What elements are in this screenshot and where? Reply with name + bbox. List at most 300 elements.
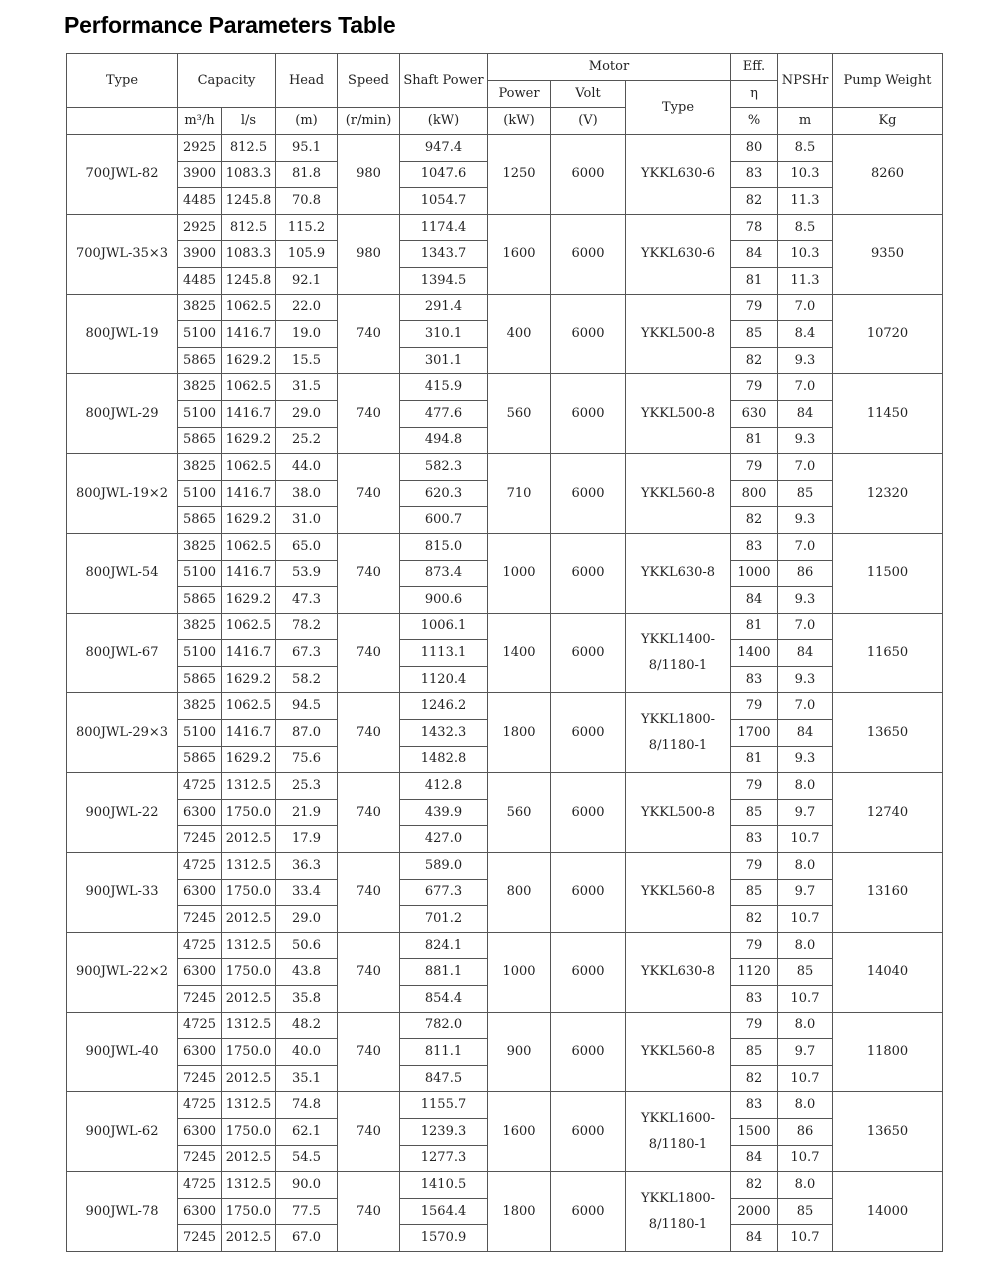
motor-power-value: 1400 bbox=[488, 613, 551, 693]
npshr-value: 8.0 bbox=[778, 1172, 833, 1199]
capacity-m3h: 3825 bbox=[178, 454, 222, 481]
pump-weight-value: 11450 bbox=[833, 374, 943, 454]
pump-weight-value: 11800 bbox=[833, 1012, 943, 1092]
npshr-value: 8.0 bbox=[778, 773, 833, 800]
capacity-m3h: 4725 bbox=[178, 1012, 222, 1039]
npshr-value: 11.3 bbox=[778, 267, 833, 294]
unit-weight: Kg bbox=[833, 108, 943, 135]
model-type: 800JWL-54 bbox=[67, 533, 178, 613]
eff-value: 81 bbox=[731, 267, 778, 294]
header-npshr: NPSHr bbox=[778, 54, 833, 108]
eff-value: 79 bbox=[731, 773, 778, 800]
capacity-m3h: 6300 bbox=[178, 1118, 222, 1145]
head-value: 29.0 bbox=[276, 906, 338, 933]
shaft-power-value: 1432.3 bbox=[400, 720, 488, 747]
table-row bbox=[67, 853, 943, 880]
head-value: 94.5 bbox=[276, 693, 338, 720]
npshr-value: 86 bbox=[778, 560, 833, 587]
motor-power-value: 1600 bbox=[488, 214, 551, 294]
capacity-ls: 1312.5 bbox=[222, 932, 276, 959]
model-type: 900JWL-40 bbox=[67, 1012, 178, 1092]
table-row bbox=[67, 533, 943, 560]
header-capacity: Capacity bbox=[178, 54, 276, 108]
capacity-ls: 1629.2 bbox=[222, 666, 276, 693]
motor-type-value: YKKL630-6 bbox=[626, 214, 731, 294]
unit-capacity-ls: l/s bbox=[222, 108, 276, 135]
capacity-ls: 1312.5 bbox=[222, 773, 276, 800]
head-value: 81.8 bbox=[276, 161, 338, 188]
capacity-ls: 812.5 bbox=[222, 135, 276, 162]
shaft-power-value: 1006.1 bbox=[400, 613, 488, 640]
unit-shaft-power: (kW) bbox=[400, 108, 488, 135]
shaft-power-value: 1239.3 bbox=[400, 1118, 488, 1145]
shaft-power-value: 310.1 bbox=[400, 321, 488, 348]
eff-value: 81 bbox=[731, 427, 778, 454]
capacity-ls: 1750.0 bbox=[222, 1118, 276, 1145]
header-eff-symbol: η bbox=[731, 81, 778, 108]
motor-power-value: 1000 bbox=[488, 533, 551, 613]
capacity-m3h: 6300 bbox=[178, 1198, 222, 1225]
eff-value: 83 bbox=[731, 533, 778, 560]
eff-value: 85 bbox=[731, 879, 778, 906]
table-row bbox=[67, 1012, 943, 1039]
capacity-ls: 1062.5 bbox=[222, 374, 276, 401]
pump-weight-value: 14040 bbox=[833, 932, 943, 1012]
table-row bbox=[67, 454, 943, 481]
shaft-power-value: 677.3 bbox=[400, 879, 488, 906]
shaft-power-value: 881.1 bbox=[400, 959, 488, 986]
motor-volt-value: 6000 bbox=[551, 1012, 626, 1092]
table-row bbox=[67, 693, 943, 720]
speed-value: 980 bbox=[338, 214, 400, 294]
shaft-power-value: 1155.7 bbox=[400, 1092, 488, 1119]
speed-value: 740 bbox=[338, 693, 400, 773]
npshr-value: 8.4 bbox=[778, 321, 833, 348]
motor-volt-value: 6000 bbox=[551, 773, 626, 853]
speed-value: 740 bbox=[338, 294, 400, 374]
eff-value: 82 bbox=[731, 1065, 778, 1092]
head-value: 62.1 bbox=[276, 1118, 338, 1145]
shaft-power-value: 589.0 bbox=[400, 853, 488, 880]
npshr-value: 8.0 bbox=[778, 1092, 833, 1119]
shaft-power-value: 1047.6 bbox=[400, 161, 488, 188]
eff-value: 1000 bbox=[731, 560, 778, 587]
head-value: 31.5 bbox=[276, 374, 338, 401]
shaft-power-value: 427.0 bbox=[400, 826, 488, 853]
capacity-m3h: 5865 bbox=[178, 746, 222, 773]
capacity-ls: 1629.2 bbox=[222, 507, 276, 534]
npshr-value: 85 bbox=[778, 959, 833, 986]
shaft-power-value: 412.8 bbox=[400, 773, 488, 800]
capacity-m3h: 7245 bbox=[178, 1225, 222, 1252]
capacity-ls: 1245.8 bbox=[222, 188, 276, 215]
capacity-ls: 1062.5 bbox=[222, 613, 276, 640]
npshr-value: 8.0 bbox=[778, 1012, 833, 1039]
head-value: 15.5 bbox=[276, 347, 338, 374]
head-value: 40.0 bbox=[276, 1039, 338, 1066]
capacity-ls: 1629.2 bbox=[222, 427, 276, 454]
capacity-ls: 1062.5 bbox=[222, 533, 276, 560]
capacity-ls: 1416.7 bbox=[222, 480, 276, 507]
table-row bbox=[67, 214, 943, 241]
pump-weight-value: 8260 bbox=[833, 135, 943, 215]
head-value: 74.8 bbox=[276, 1092, 338, 1119]
capacity-m3h: 4485 bbox=[178, 267, 222, 294]
model-type: 800JWL-67 bbox=[67, 613, 178, 693]
capacity-ls: 2012.5 bbox=[222, 986, 276, 1013]
motor-power-value: 1250 bbox=[488, 135, 551, 215]
shaft-power-value: 291.4 bbox=[400, 294, 488, 321]
motor-type-value: YKKL630-8 bbox=[626, 932, 731, 1012]
capacity-m3h: 4725 bbox=[178, 932, 222, 959]
page-title: Performance Parameters Table bbox=[64, 12, 396, 38]
model-type: 800JWL-29×3 bbox=[67, 693, 178, 773]
motor-volt-value: 6000 bbox=[551, 853, 626, 933]
speed-value: 740 bbox=[338, 853, 400, 933]
model-type: 700JWL-82 bbox=[67, 135, 178, 215]
eff-value: 79 bbox=[731, 932, 778, 959]
model-type: 900JWL-22×2 bbox=[67, 932, 178, 1012]
eff-value: 82 bbox=[731, 1172, 778, 1199]
head-value: 53.9 bbox=[276, 560, 338, 587]
motor-power-value: 710 bbox=[488, 454, 551, 534]
pump-weight-value: 12320 bbox=[833, 454, 943, 534]
motor-type-value: YKKL1800-8/1180-1 bbox=[626, 693, 731, 773]
performance-table bbox=[66, 53, 943, 1252]
capacity-m3h: 3825 bbox=[178, 294, 222, 321]
model-type: 900JWL-33 bbox=[67, 853, 178, 933]
eff-value: 82 bbox=[731, 188, 778, 215]
motor-type-value: YKKL630-6 bbox=[626, 135, 731, 215]
capacity-ls: 1416.7 bbox=[222, 560, 276, 587]
npshr-value: 9.3 bbox=[778, 666, 833, 693]
eff-value: 85 bbox=[731, 799, 778, 826]
shaft-power-value: 873.4 bbox=[400, 560, 488, 587]
header-shaft-power: Shaft Power bbox=[400, 54, 488, 108]
head-value: 65.0 bbox=[276, 533, 338, 560]
eff-value: 84 bbox=[731, 1225, 778, 1252]
shaft-power-value: 1277.3 bbox=[400, 1145, 488, 1172]
npshr-value: 84 bbox=[778, 640, 833, 667]
eff-value: 83 bbox=[731, 826, 778, 853]
npshr-value: 9.3 bbox=[778, 587, 833, 614]
capacity-m3h: 4485 bbox=[178, 188, 222, 215]
capacity-m3h: 2925 bbox=[178, 214, 222, 241]
capacity-m3h: 4725 bbox=[178, 1172, 222, 1199]
npshr-value: 10.7 bbox=[778, 1065, 833, 1092]
speed-value: 980 bbox=[338, 135, 400, 215]
pump-weight-value: 13650 bbox=[833, 693, 943, 773]
motor-type-value: YKKL560-8 bbox=[626, 853, 731, 933]
eff-value: 630 bbox=[731, 400, 778, 427]
capacity-m3h: 6300 bbox=[178, 879, 222, 906]
table-row bbox=[67, 374, 943, 401]
motor-power-value: 900 bbox=[488, 1012, 551, 1092]
eff-value: 82 bbox=[731, 347, 778, 374]
header-motor: Motor bbox=[488, 54, 731, 81]
capacity-ls: 1245.8 bbox=[222, 267, 276, 294]
head-value: 95.1 bbox=[276, 135, 338, 162]
speed-value: 740 bbox=[338, 454, 400, 534]
capacity-m3h: 3900 bbox=[178, 241, 222, 268]
capacity-ls: 1416.7 bbox=[222, 400, 276, 427]
header-type: Type bbox=[67, 54, 178, 108]
capacity-m3h: 5865 bbox=[178, 587, 222, 614]
head-value: 43.8 bbox=[276, 959, 338, 986]
motor-volt-value: 6000 bbox=[551, 1172, 626, 1252]
capacity-ls: 1312.5 bbox=[222, 1172, 276, 1199]
capacity-m3h: 3825 bbox=[178, 613, 222, 640]
capacity-m3h: 5100 bbox=[178, 720, 222, 747]
npshr-value: 84 bbox=[778, 400, 833, 427]
pump-weight-value: 14000 bbox=[833, 1172, 943, 1252]
speed-value: 740 bbox=[338, 1172, 400, 1252]
pump-weight-value: 13650 bbox=[833, 1092, 943, 1172]
eff-value: 2000 bbox=[731, 1198, 778, 1225]
head-value: 35.1 bbox=[276, 1065, 338, 1092]
shaft-power-value: 477.6 bbox=[400, 400, 488, 427]
shaft-power-value: 815.0 bbox=[400, 533, 488, 560]
head-value: 25.3 bbox=[276, 773, 338, 800]
shaft-power-value: 1113.1 bbox=[400, 640, 488, 667]
capacity-ls: 812.5 bbox=[222, 214, 276, 241]
eff-value: 79 bbox=[731, 294, 778, 321]
capacity-ls: 1750.0 bbox=[222, 1039, 276, 1066]
motor-power-value: 1000 bbox=[488, 932, 551, 1012]
eff-value: 83 bbox=[731, 986, 778, 1013]
eff-value: 79 bbox=[731, 853, 778, 880]
header-motor-power: Power bbox=[488, 81, 551, 108]
motor-volt-value: 6000 bbox=[551, 294, 626, 374]
head-value: 54.5 bbox=[276, 1145, 338, 1172]
head-value: 58.2 bbox=[276, 666, 338, 693]
capacity-ls: 2012.5 bbox=[222, 1145, 276, 1172]
table-row bbox=[67, 1092, 943, 1119]
shaft-power-value: 782.0 bbox=[400, 1012, 488, 1039]
capacity-ls: 2012.5 bbox=[222, 1225, 276, 1252]
capacity-ls: 1416.7 bbox=[222, 640, 276, 667]
capacity-m3h: 5100 bbox=[178, 321, 222, 348]
head-value: 25.2 bbox=[276, 427, 338, 454]
npshr-value: 7.0 bbox=[778, 533, 833, 560]
capacity-m3h: 5100 bbox=[178, 640, 222, 667]
capacity-ls: 1416.7 bbox=[222, 720, 276, 747]
motor-volt-value: 6000 bbox=[551, 932, 626, 1012]
npshr-value: 9.3 bbox=[778, 347, 833, 374]
header-speed: Speed bbox=[338, 54, 400, 108]
motor-volt-value: 6000 bbox=[551, 135, 626, 215]
eff-value: 81 bbox=[731, 613, 778, 640]
head-value: 87.0 bbox=[276, 720, 338, 747]
capacity-ls: 1750.0 bbox=[222, 959, 276, 986]
npshr-value: 11.3 bbox=[778, 188, 833, 215]
model-type: 800JWL-19×2 bbox=[67, 454, 178, 534]
speed-value: 740 bbox=[338, 1012, 400, 1092]
motor-type-value: YKKL500-8 bbox=[626, 374, 731, 454]
shaft-power-value: 1410.5 bbox=[400, 1172, 488, 1199]
shaft-power-value: 1564.4 bbox=[400, 1198, 488, 1225]
capacity-m3h: 5100 bbox=[178, 480, 222, 507]
capacity-m3h: 7245 bbox=[178, 1065, 222, 1092]
table-header bbox=[67, 54, 943, 135]
unit-motor-power: (kW) bbox=[488, 108, 551, 135]
capacity-m3h: 3825 bbox=[178, 533, 222, 560]
capacity-m3h: 4725 bbox=[178, 773, 222, 800]
capacity-m3h: 5865 bbox=[178, 427, 222, 454]
npshr-value: 86 bbox=[778, 1118, 833, 1145]
npshr-value: 10.7 bbox=[778, 986, 833, 1013]
shaft-power-value: 1343.7 bbox=[400, 241, 488, 268]
motor-type-value: YKKL1800-8/1180-1 bbox=[626, 1172, 731, 1252]
shaft-power-value: 1174.4 bbox=[400, 214, 488, 241]
table-row bbox=[67, 1172, 943, 1199]
capacity-ls: 2012.5 bbox=[222, 826, 276, 853]
pump-weight-value: 13160 bbox=[833, 853, 943, 933]
eff-value: 800 bbox=[731, 480, 778, 507]
model-type: 800JWL-29 bbox=[67, 374, 178, 454]
npshr-value: 8.5 bbox=[778, 214, 833, 241]
motor-type-value: YKKL500-8 bbox=[626, 773, 731, 853]
capacity-ls: 1416.7 bbox=[222, 321, 276, 348]
shaft-power-value: 620.3 bbox=[400, 480, 488, 507]
speed-value: 740 bbox=[338, 773, 400, 853]
npshr-value: 10.7 bbox=[778, 1145, 833, 1172]
unit-npshr: m bbox=[778, 108, 833, 135]
capacity-m3h: 3900 bbox=[178, 161, 222, 188]
npshr-value: 9.7 bbox=[778, 879, 833, 906]
eff-value: 83 bbox=[731, 666, 778, 693]
speed-value: 740 bbox=[338, 533, 400, 613]
capacity-ls: 2012.5 bbox=[222, 1065, 276, 1092]
head-value: 19.0 bbox=[276, 321, 338, 348]
capacity-m3h: 6300 bbox=[178, 799, 222, 826]
shaft-power-value: 494.8 bbox=[400, 427, 488, 454]
capacity-m3h: 5865 bbox=[178, 507, 222, 534]
npshr-value: 10.3 bbox=[778, 161, 833, 188]
npshr-value: 8.0 bbox=[778, 932, 833, 959]
speed-value: 740 bbox=[338, 932, 400, 1012]
eff-value: 85 bbox=[731, 321, 778, 348]
head-value: 29.0 bbox=[276, 400, 338, 427]
capacity-ls: 1312.5 bbox=[222, 1012, 276, 1039]
unit-type-blank bbox=[67, 108, 178, 135]
motor-volt-value: 6000 bbox=[551, 1092, 626, 1172]
motor-power-value: 1800 bbox=[488, 1172, 551, 1252]
capacity-ls: 1083.3 bbox=[222, 241, 276, 268]
capacity-m3h: 5100 bbox=[178, 560, 222, 587]
capacity-m3h: 7245 bbox=[178, 826, 222, 853]
capacity-m3h: 5865 bbox=[178, 666, 222, 693]
motor-volt-value: 6000 bbox=[551, 214, 626, 294]
npshr-value: 7.0 bbox=[778, 374, 833, 401]
capacity-ls: 1629.2 bbox=[222, 587, 276, 614]
head-value: 78.2 bbox=[276, 613, 338, 640]
header-pump-weight: Pump Weight bbox=[833, 54, 943, 108]
npshr-value: 84 bbox=[778, 720, 833, 747]
table-row bbox=[67, 613, 943, 640]
eff-value: 83 bbox=[731, 1092, 778, 1119]
capacity-ls: 1062.5 bbox=[222, 294, 276, 321]
npshr-value: 10.7 bbox=[778, 906, 833, 933]
unit-capacity-m3h: m³/h bbox=[178, 108, 222, 135]
npshr-value: 7.0 bbox=[778, 693, 833, 720]
capacity-m3h: 4725 bbox=[178, 853, 222, 880]
speed-value: 740 bbox=[338, 374, 400, 454]
capacity-m3h: 7245 bbox=[178, 1145, 222, 1172]
table-row bbox=[67, 773, 943, 800]
npshr-value: 9.3 bbox=[778, 746, 833, 773]
npshr-value: 8.0 bbox=[778, 853, 833, 880]
head-value: 77.5 bbox=[276, 1198, 338, 1225]
eff-value: 82 bbox=[731, 507, 778, 534]
head-value: 33.4 bbox=[276, 879, 338, 906]
shaft-power-value: 1570.9 bbox=[400, 1225, 488, 1252]
npshr-value: 7.0 bbox=[778, 454, 833, 481]
capacity-m3h: 6300 bbox=[178, 1039, 222, 1066]
npshr-value: 85 bbox=[778, 1198, 833, 1225]
motor-type-value: YKKL1600-8/1180-1 bbox=[626, 1092, 731, 1172]
shaft-power-value: 582.3 bbox=[400, 454, 488, 481]
motor-volt-value: 6000 bbox=[551, 613, 626, 693]
eff-value: 1400 bbox=[731, 640, 778, 667]
head-value: 17.9 bbox=[276, 826, 338, 853]
head-value: 70.8 bbox=[276, 188, 338, 215]
npshr-value: 9.7 bbox=[778, 799, 833, 826]
speed-value: 740 bbox=[338, 1092, 400, 1172]
eff-value: 84 bbox=[731, 241, 778, 268]
shaft-power-value: 600.7 bbox=[400, 507, 488, 534]
npshr-value: 10.3 bbox=[778, 241, 833, 268]
npshr-value: 7.0 bbox=[778, 294, 833, 321]
capacity-m3h: 7245 bbox=[178, 986, 222, 1013]
shaft-power-value: 1246.2 bbox=[400, 693, 488, 720]
head-value: 31.0 bbox=[276, 507, 338, 534]
capacity-ls: 1629.2 bbox=[222, 746, 276, 773]
shaft-power-value: 1120.4 bbox=[400, 666, 488, 693]
motor-volt-value: 6000 bbox=[551, 533, 626, 613]
head-value: 21.9 bbox=[276, 799, 338, 826]
shaft-power-value: 301.1 bbox=[400, 347, 488, 374]
eff-value: 79 bbox=[731, 1012, 778, 1039]
npshr-value: 9.3 bbox=[778, 507, 833, 534]
motor-type-value: YKKL560-8 bbox=[626, 454, 731, 534]
model-type: 900JWL-78 bbox=[67, 1172, 178, 1252]
eff-value: 79 bbox=[731, 454, 778, 481]
table-row bbox=[67, 932, 943, 959]
motor-volt-value: 6000 bbox=[551, 374, 626, 454]
head-value: 50.6 bbox=[276, 932, 338, 959]
shaft-power-value: 947.4 bbox=[400, 135, 488, 162]
npshr-value: 7.0 bbox=[778, 613, 833, 640]
npshr-value: 9.3 bbox=[778, 427, 833, 454]
shaft-power-value: 439.9 bbox=[400, 799, 488, 826]
npshr-value: 8.5 bbox=[778, 135, 833, 162]
header-motor-type: Type bbox=[626, 81, 731, 135]
shaft-power-value: 900.6 bbox=[400, 587, 488, 614]
capacity-ls: 1312.5 bbox=[222, 1092, 276, 1119]
pump-weight-value: 10720 bbox=[833, 294, 943, 374]
capacity-ls: 1750.0 bbox=[222, 879, 276, 906]
model-type: 700JWL-35×3 bbox=[67, 214, 178, 294]
capacity-m3h: 3825 bbox=[178, 693, 222, 720]
npshr-value: 9.7 bbox=[778, 1039, 833, 1066]
head-value: 67.3 bbox=[276, 640, 338, 667]
head-value: 75.6 bbox=[276, 746, 338, 773]
shaft-power-value: 701.2 bbox=[400, 906, 488, 933]
capacity-ls: 1629.2 bbox=[222, 347, 276, 374]
head-value: 115.2 bbox=[276, 214, 338, 241]
motor-type-value: YKKL560-8 bbox=[626, 1012, 731, 1092]
